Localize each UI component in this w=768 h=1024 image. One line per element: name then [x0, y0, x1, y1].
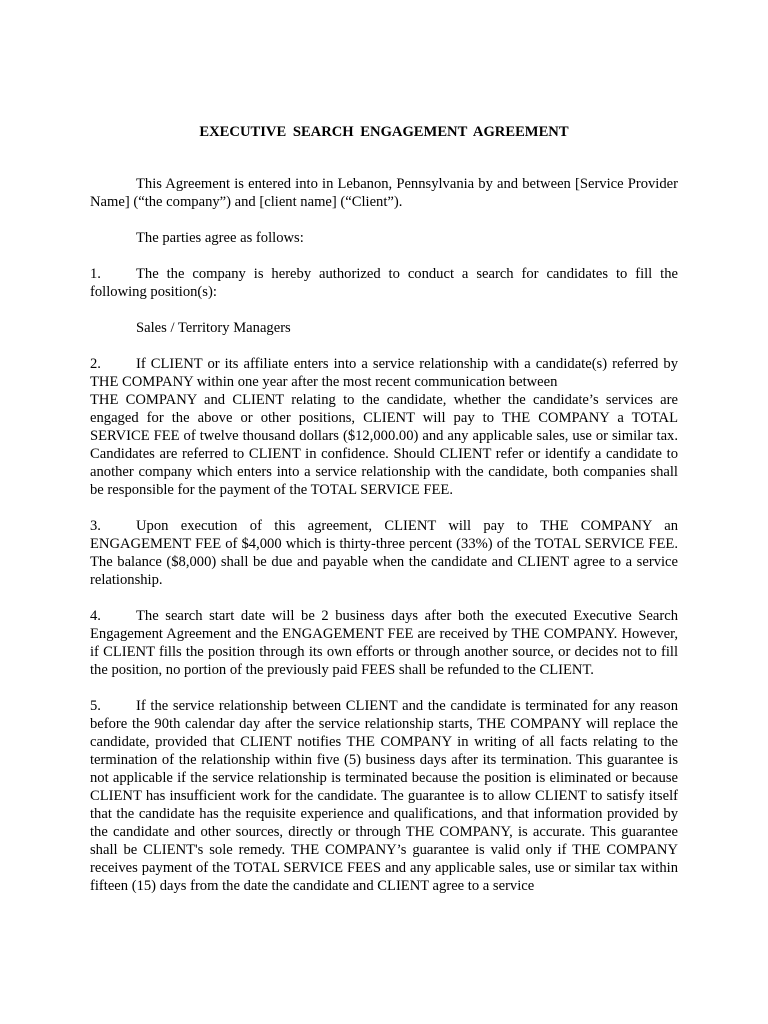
section-5-text: If the service relationship between CLIENT and the candidate is terminated for any reason before the 90th calendar day after the service relationship starts, THE COMPANY will replace the candidate, provided that CLIENT notifies THE COMPANY in writing of all facts relating to the termination of the relationship within five (5) business days after its termination. This guarantee is not applicable if the service relationship is terminated because the position is eliminated or because CLIENT has insufficient work for the candidate. The guarantee is to allow CLIENT to satisfy itself that the candidate has the requisite experience and qualifications, and that information provided by the candidate and other sources, directly or through THE COMPANY, is accurate. This guarantee shall be CLIENT's sole remedy. THE COMPANY’s guarantee is valid only if THE COMPANY receives payment of the TOTAL SERVICE FEES and any applicable sales, use or similar tax within fifteen (15) days from the date the candidate and CLIENT agree to a service — [90, 698, 678, 894]
section-4-text: The search start date will be 2 business days after both the executed Executive Search Engagement Agreement and the ENGAGEMENT FEE are received by THE COMPANY. However, if CLIENT fills the position through its own efforts or through another source, or decides not to fill the position, no portion of the previously paid FEES shall be refunded to the CLIENT. — [90, 608, 678, 678]
section-3-number: 3. — [90, 518, 101, 534]
section-2-continued: THE COMPANY and CLIENT relating to the candidate, whether the candidate’s services are engaged for the above or other positions, CLIENT will pay to THE COMPANY a TOTAL SERVICE FEE of twelve thousand dollars ($12,000.00) and any applicable sales, use or similar tax. Candidates are referred to CLIENT in confidence. Should CLIENT refer or identify a candidate to another company which enters into a service relationship with the candidate, both companies shall be responsible for the payment of the TOTAL SERVICE FEE. — [90, 392, 678, 498]
section-4-number: 4. — [90, 608, 101, 624]
section-2-line1: If CLIENT or its affiliate enters into a service relationship with a candidate(s) referred by THE COMPANY within one year after the most recent communication between — [90, 356, 678, 390]
section-5 — [90, 697, 678, 895]
section-3-text: Upon execution of this agreement, CLIENT will pay to THE COMPANY an ENGAGEMENT FEE of $4,000 which is thirty-three percent (33%) of the TOTAL SERVICE FEE. The balance ($8,000) shall be due and payable when the candidate and CLIENT agree to a service relationship. — [90, 518, 678, 588]
intro-paragraph: This Agreement is entered into in Lebanon, Pennsylvania by and between [Service Provider Name] (“the company”) and [client name] (“Client”). — [90, 176, 678, 210]
section-1 — [90, 265, 678, 301]
section-2-number: 2. — [90, 356, 101, 372]
section-5-number: 5. — [90, 698, 101, 714]
document-title: EXECUTIVE SEARCH ENGAGEMENT AGREEMENT — [199, 124, 569, 140]
section-3 — [90, 517, 678, 589]
section-4 — [90, 607, 678, 679]
position-line: Sales / Territory Managers — [136, 320, 291, 336]
section-1-text: The the company is hereby authorized to conduct a search for candidates to fill the following position(s): — [90, 266, 678, 300]
section-1-number: 1. — [90, 266, 101, 282]
agree-paragraph: The parties agree as follows: — [136, 230, 304, 246]
section-2 — [90, 355, 678, 391]
